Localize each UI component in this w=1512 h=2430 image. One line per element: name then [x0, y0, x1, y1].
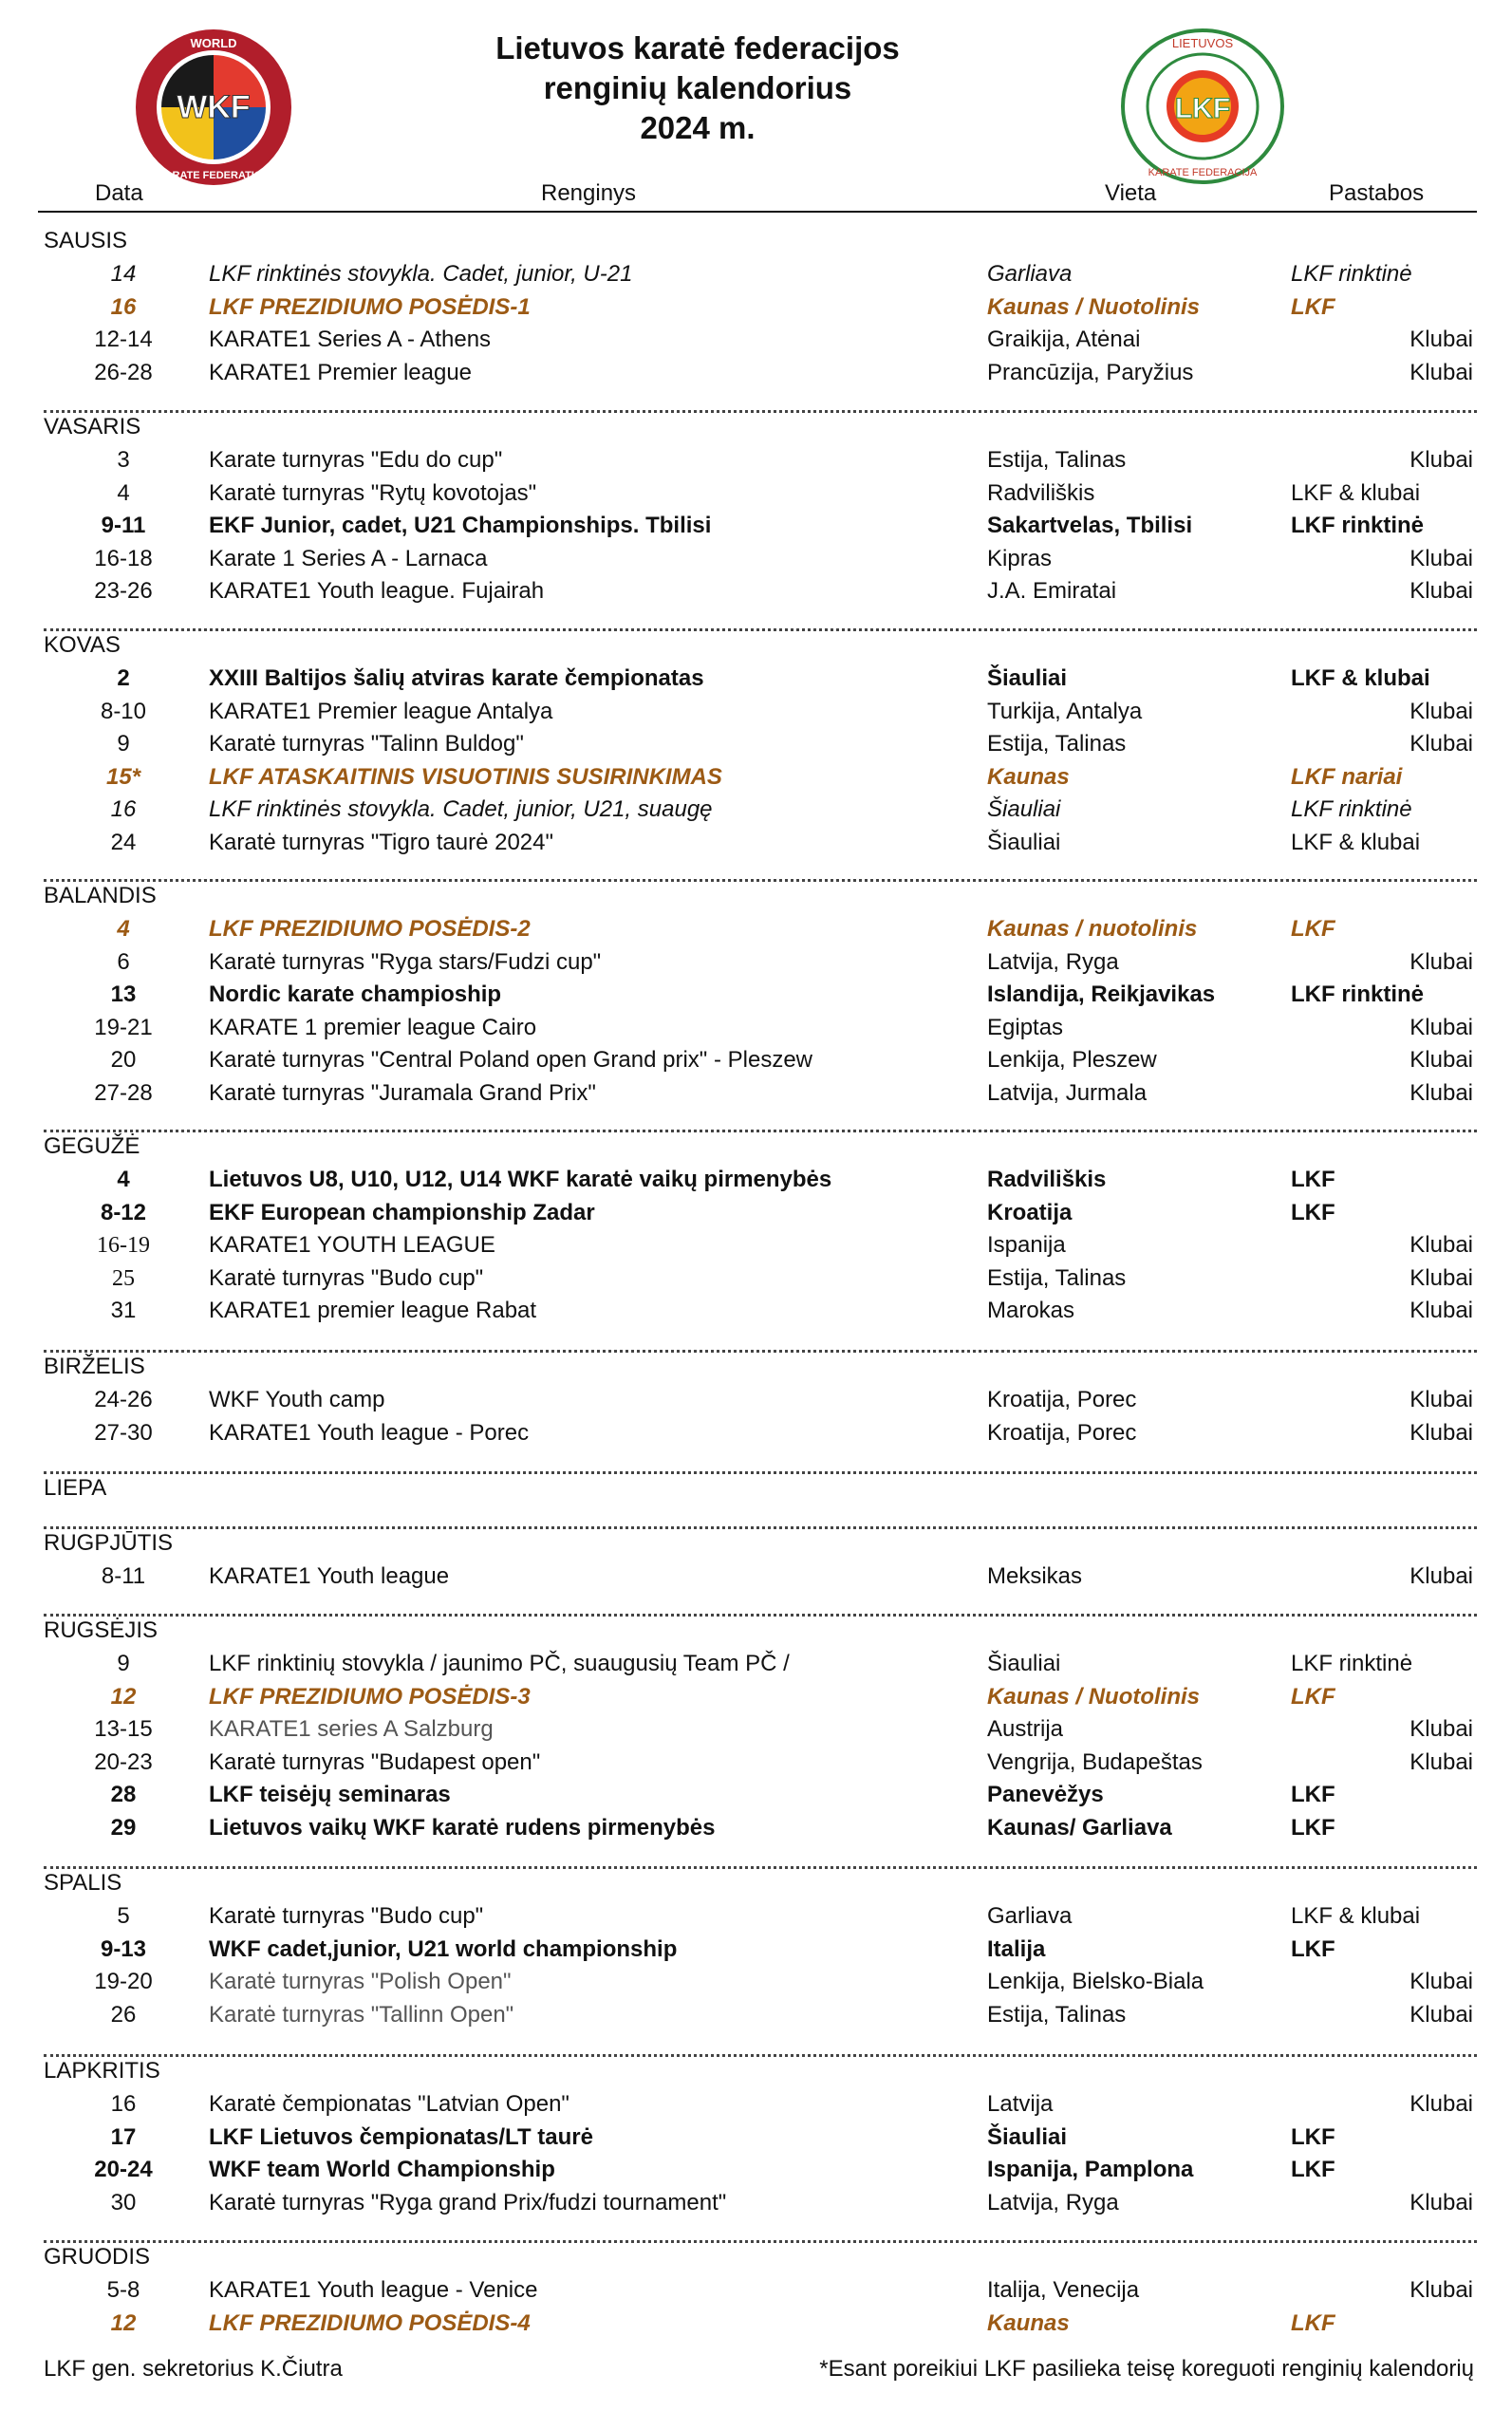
event-place: Latvija, Ryga — [987, 948, 1119, 975]
event-row — [0, 1934, 1512, 1966]
event-row — [0, 510, 1512, 542]
month-heading: RUGPJŪTIS — [44, 1530, 174, 1556]
event-row — [0, 1900, 1512, 1933]
event-place: Kaunas/ Garliava — [987, 1814, 1172, 1841]
event-note: LKF & klubai — [1291, 665, 1430, 691]
event-place: Estija, Talinas — [987, 1264, 1127, 1291]
event-place: Šiauliai — [987, 796, 1061, 822]
event-row — [0, 1044, 1512, 1076]
event-date: 5-8 — [106, 2277, 140, 2303]
event-note: Klubai — [1409, 698, 1473, 724]
event-name: Karatė turnyras "Juramala Grand Prix" — [209, 1079, 596, 1106]
event-row — [0, 728, 1512, 760]
event-name: LKF rinktinių stovykla / jaunimo PČ, suaugusių Team PČ / — [209, 1651, 790, 1676]
event-row — [0, 444, 1512, 477]
event-name: EKF Junior, cadet, U21 Championships. Tbilisi — [209, 513, 712, 538]
event-note: Klubai — [1409, 359, 1473, 385]
event-date: 16 — [110, 293, 137, 320]
event-name: LKF ATASKAITINIS VISUOTINIS SUSIRINKIMAS — [209, 763, 722, 790]
month-heading: LAPKRITIS — [44, 2058, 160, 2084]
event-place: Italija — [987, 1935, 1046, 1962]
event-note: Klubai — [1409, 731, 1473, 757]
event-note: Klubai — [1409, 1969, 1473, 1994]
event-row — [0, 477, 1512, 510]
event-date: 12 — [110, 2309, 137, 2336]
event-date: 24-26 — [94, 1387, 153, 1412]
event-name: WKF team World Championship — [209, 2157, 555, 2182]
event-place: Lenkija, Bielsko-Biala — [987, 1969, 1204, 1994]
event-date: 16-19 — [97, 1233, 150, 1258]
event-note: Klubai — [1409, 2277, 1473, 2303]
month-separator — [44, 2240, 1477, 2243]
column-header-event: Renginys — [541, 180, 637, 206]
event-note: LKF — [1291, 1935, 1335, 1962]
event-place: Garliava — [987, 1903, 1073, 1929]
event-date: 27-28 — [94, 1079, 153, 1106]
event-note: Klubai — [1409, 2001, 1473, 2028]
event-note: Klubai — [1409, 2189, 1473, 2215]
event-date: 9-11 — [101, 513, 146, 538]
event-name: KARATE1 series A Salzburg — [209, 1716, 494, 1742]
month-separator — [44, 879, 1477, 882]
event-note: LKF — [1291, 1814, 1335, 1841]
event-row — [0, 1966, 1512, 1998]
event-place: Turkija, Antalya — [987, 698, 1143, 724]
event-place: Radviliškis — [987, 1167, 1107, 1192]
event-note: LKF & klubai — [1291, 829, 1421, 855]
title-line-1: Lietuvos karatė federacijos — [495, 30, 900, 65]
event-date: 29 — [110, 1814, 137, 1841]
event-row — [0, 258, 1512, 290]
footer-signature: LKF gen. sekretorius K.Čiutra — [44, 2356, 343, 2382]
event-row — [0, 1384, 1512, 1416]
event-date: 19-20 — [94, 1969, 153, 1994]
event-note: Klubai — [1409, 1419, 1473, 1446]
lkf-logo-text: LKF — [1174, 93, 1231, 124]
event-name: Karatė turnyras "Budo cup" — [209, 1903, 484, 1929]
event-note: Klubai — [1409, 1079, 1473, 1106]
event-name: LKF PREZIDIUMO POSĖDIS-3 — [209, 1683, 531, 1710]
event-note: Klubai — [1409, 578, 1473, 604]
event-name: Karatė turnyras "Budapest open" — [209, 1748, 541, 1775]
event-date: 16 — [110, 796, 137, 822]
event-place: Kaunas / nuotolinis — [987, 916, 1198, 942]
event-place: Egiptas — [987, 1014, 1064, 1040]
event-date: 25 — [112, 1265, 135, 1291]
event-note: LKF — [1291, 1683, 1335, 1710]
lkf-logo-ring-top: LIETUVOS — [1171, 36, 1234, 50]
event-name: Karatė turnyras "Ryga stars/Fudzi cup" — [209, 948, 602, 975]
event-date: 16 — [110, 2091, 137, 2117]
event-name: Karatė turnyras "Ryga grand Prix/fudzi tournament" — [209, 2189, 727, 2215]
event-place: Meksikas — [987, 1563, 1083, 1589]
event-row — [0, 794, 1512, 826]
event-date: 20 — [110, 1047, 137, 1073]
event-place: Sakartvelas, Tbilisi — [987, 513, 1193, 538]
event-note: LKF rinktinė — [1291, 261, 1412, 287]
event-place: Kipras — [987, 545, 1053, 571]
event-place: Estija, Talinas — [987, 2001, 1127, 2028]
event-row — [0, 1779, 1512, 1811]
event-row — [0, 2274, 1512, 2307]
month-heading: LIEPA — [44, 1475, 107, 1501]
event-name: KARATE1 Youth league — [209, 1563, 450, 1589]
event-place: Kaunas / Nuotolinis — [987, 293, 1201, 320]
event-name: Karatė turnyras "Central Poland open Grand prix" - Pleszew — [209, 1047, 813, 1073]
column-header-date: Data — [95, 180, 143, 206]
event-row — [0, 1262, 1512, 1295]
event-place: Radviliškis — [987, 479, 1095, 506]
event-row — [0, 663, 1512, 695]
event-row — [0, 913, 1512, 945]
event-date: 2 — [117, 665, 130, 691]
event-note: Klubai — [1409, 1298, 1473, 1323]
event-name: LKF PREZIDIUMO POSĖDIS-4 — [209, 2309, 531, 2336]
event-name: Nordic karate champioship — [209, 981, 502, 1007]
event-row — [0, 543, 1512, 575]
event-name: KARATE 1 premier league Cairo — [209, 1014, 537, 1040]
month-separator — [44, 1350, 1477, 1353]
event-date: 4 — [117, 479, 130, 506]
event-place: Šiauliai — [987, 665, 1068, 691]
event-name: KARATE1 Youth league. Fujairah — [209, 578, 545, 604]
event-place: Prancūzija, Paryžius — [987, 359, 1194, 385]
event-note: LKF & klubai — [1291, 1903, 1421, 1929]
event-place: Latvija — [987, 2091, 1054, 2117]
event-row — [0, 1681, 1512, 1713]
event-note: Klubai — [1409, 1716, 1473, 1742]
event-note: Klubai — [1409, 1387, 1473, 1412]
footer-disclaimer: *Esant poreikiui LKF pasilieka teisę koreguoti renginių kalendorių — [819, 2356, 1474, 2382]
event-date: 27-30 — [94, 1419, 153, 1446]
event-date: 4 — [117, 1167, 130, 1192]
event-name: Karatė turnyras "Budo cup" — [209, 1264, 484, 1291]
event-row — [0, 575, 1512, 608]
event-name: Karate turnyras "Edu do cup" — [209, 447, 503, 473]
column-header-place: Vieta — [1105, 180, 1157, 206]
event-note: Klubai — [1409, 1748, 1473, 1775]
event-date: 9 — [117, 1651, 130, 1676]
month-separator — [44, 1471, 1477, 1474]
event-row — [0, 1417, 1512, 1449]
event-name: KARATE1 Youth league - Venice — [209, 2277, 538, 2303]
event-date: 8-12 — [100, 1199, 147, 1225]
event-note: Klubai — [1409, 1264, 1473, 1291]
event-note: LKF — [1291, 1199, 1335, 1225]
event-name: Lietuvos vaikų WKF karatė rudens pirmenybės — [209, 1814, 716, 1841]
event-name: Karatė čempionatas "Latvian Open" — [209, 2091, 569, 2117]
month-heading: BIRŽELIS — [44, 1354, 145, 1379]
column-header-note: Pastabos — [1329, 180, 1425, 206]
event-name: Karatė turnyras "Tallinn Open" — [209, 2001, 514, 2028]
month-heading: RUGSĖJIS — [44, 1617, 159, 1643]
event-row — [0, 1561, 1512, 1593]
event-place: Austrija — [987, 1716, 1064, 1742]
event-date: 13-15 — [94, 1716, 153, 1742]
event-note: Klubai — [1409, 1014, 1473, 1040]
event-name: LKF PREZIDIUMO POSĖDIS-2 — [209, 916, 531, 942]
event-note: Klubai — [1409, 447, 1473, 473]
event-place: Šiauliai — [987, 829, 1061, 855]
event-date: 9 — [117, 731, 130, 757]
title-line-3: 2024 m. — [640, 110, 756, 145]
event-date: 8-11 — [101, 1563, 146, 1589]
event-place: Kaunas — [987, 763, 1070, 790]
event-name: LKF rinktinės stovykla. Cadet, junior, U-21 — [209, 261, 633, 287]
event-name: XXIII Baltijos šalių atviras karate čempionatas — [209, 665, 704, 691]
event-note: Klubai — [1409, 2091, 1473, 2117]
event-note: LKF & klubai — [1291, 479, 1421, 506]
event-row — [0, 2308, 1512, 2340]
event-row — [0, 2187, 1512, 2219]
event-name: Karatė turnyras "Talinn Buldog" — [209, 731, 524, 757]
event-date: 3 — [117, 447, 130, 473]
event-note: Klubai — [1409, 545, 1473, 571]
event-name: WKF cadet,junior, U21 world championship — [209, 1935, 678, 1962]
month-separator — [44, 1614, 1477, 1617]
lkf-logo-ring-bottom: KARATE FEDERACIJA — [1148, 167, 1258, 178]
event-date: 31 — [110, 1298, 137, 1323]
event-row — [0, 2154, 1512, 2186]
event-note: Klubai — [1409, 1232, 1473, 1258]
month-heading: GEGUŽĖ — [44, 1133, 140, 1159]
event-name: Karatė turnyras "Tigro taurė 2024" — [209, 829, 553, 855]
event-place: Panevėžys — [987, 1782, 1104, 1807]
event-row — [0, 1648, 1512, 1680]
event-row — [0, 827, 1512, 859]
event-name: KARATE1 Series A - Athens — [209, 327, 492, 352]
event-note: LKF rinktinė — [1291, 796, 1412, 822]
event-row — [0, 324, 1512, 356]
event-date: 30 — [110, 2189, 137, 2215]
event-place: Kaunas / Nuotolinis — [987, 1683, 1201, 1710]
event-date: 26 — [110, 2001, 137, 2028]
event-date: 28 — [110, 1782, 137, 1807]
wkf-logo-ring-bottom: KARATE FEDERATION — [157, 170, 271, 181]
event-date: 13 — [110, 981, 137, 1007]
event-date: 9-13 — [100, 1935, 147, 1962]
event-name: LKF teisėjų seminaras — [209, 1782, 451, 1807]
event-place: Lenkija, Pleszew — [987, 1047, 1157, 1073]
event-row — [0, 1713, 1512, 1746]
event-date: 5 — [117, 1903, 130, 1929]
event-row — [0, 1077, 1512, 1110]
event-date: 20-23 — [94, 1748, 153, 1775]
event-note: LKF rinktinė — [1291, 1651, 1413, 1676]
month-heading: BALANDIS — [44, 883, 157, 908]
event-name: LKF rinktinės stovykla. Cadet, junior, U21, suaugę — [209, 796, 713, 822]
event-name: KARATE1 YOUTH LEAGUE — [209, 1232, 495, 1258]
event-name: KARATE1 Youth league - Porec — [209, 1419, 530, 1446]
event-name: LKF Lietuvos čempionatas/LT taurė — [209, 2123, 593, 2150]
month-separator — [44, 1866, 1477, 1869]
event-note: LKF — [1291, 2309, 1335, 2336]
month-separator — [44, 410, 1477, 413]
event-row — [0, 1999, 1512, 2031]
event-place: Ispanija — [987, 1232, 1066, 1258]
event-place: Graikija, Atėnai — [987, 327, 1141, 352]
event-name: KARATE1 Premier league Antalya — [209, 698, 553, 724]
event-place: Latvija, Ryga — [987, 2189, 1119, 2215]
event-row — [0, 1295, 1512, 1327]
event-note: LKF — [1291, 916, 1335, 942]
event-note: LKF — [1291, 2157, 1335, 2182]
event-note: LKF rinktinė — [1291, 981, 1425, 1007]
event-place: Latvija, Jurmala — [987, 1079, 1148, 1106]
wkf-logo-text: WKF — [177, 89, 251, 125]
event-place: J.A. Emiratai — [987, 578, 1117, 604]
event-row — [0, 1747, 1512, 1779]
lkf-logo — [1120, 28, 1286, 185]
event-date: 19-21 — [94, 1014, 153, 1040]
event-date: 6 — [117, 948, 130, 975]
month-heading: KOVAS — [44, 632, 121, 658]
event-note: LKF — [1291, 2123, 1335, 2150]
title-line-2: renginių kalendorius — [543, 70, 852, 105]
event-name: KARATE1 premier league Rabat — [209, 1298, 537, 1323]
event-note: LKF rinktinė — [1291, 513, 1425, 538]
event-date: 17 — [110, 2123, 137, 2150]
event-place: Ispanija, Pamplona — [987, 2157, 1194, 2182]
event-note: LKF — [1291, 293, 1335, 320]
event-place: Kroatija, Porec — [987, 1387, 1137, 1412]
wkf-logo — [133, 27, 294, 188]
event-place: Estija, Talinas — [987, 447, 1127, 473]
event-place: Kroatija, Porec — [987, 1419, 1137, 1446]
event-note: LKF — [1291, 1782, 1335, 1807]
event-row — [0, 761, 1512, 794]
event-row — [0, 696, 1512, 728]
event-note: LKF nariai — [1291, 763, 1403, 790]
event-place: Marokas — [987, 1298, 1075, 1323]
event-row — [0, 357, 1512, 389]
month-heading: SPALIS — [44, 1870, 122, 1896]
event-name: Karatė turnyras "Polish Open" — [209, 1969, 512, 1994]
event-date: 8-10 — [100, 698, 147, 724]
event-note: Klubai — [1409, 1047, 1473, 1073]
event-name: Karate 1 Series A - Larnaca — [209, 545, 488, 571]
month-separator — [44, 628, 1477, 631]
event-row — [0, 1229, 1512, 1262]
event-name: EKF European championship Zadar — [209, 1199, 595, 1225]
event-place: Islandija, Reikjavikas — [987, 981, 1216, 1007]
event-note: LKF — [1291, 1167, 1335, 1192]
event-row — [0, 291, 1512, 324]
event-place: Kroatija — [987, 1199, 1073, 1225]
event-row — [0, 1012, 1512, 1044]
month-separator — [44, 1130, 1477, 1132]
event-date: 14 — [110, 261, 137, 287]
event-place: Garliava — [987, 261, 1073, 287]
event-date: 12-14 — [94, 327, 153, 352]
event-date: 24 — [110, 829, 137, 855]
event-row — [0, 2122, 1512, 2154]
event-date: 20-24 — [94, 2157, 153, 2182]
event-row — [0, 2088, 1512, 2121]
event-note: Klubai — [1409, 1563, 1473, 1589]
event-name: Lietuvos U8, U10, U12, U14 WKF karatė vaikų pirmenybės — [209, 1167, 832, 1192]
event-row — [0, 979, 1512, 1011]
event-row — [0, 1812, 1512, 1844]
event-name: LKF PREZIDIUMO POSĖDIS-1 — [209, 293, 531, 320]
event-place: Šiauliai — [987, 2123, 1068, 2150]
event-place: Estija, Talinas — [987, 731, 1127, 757]
event-note: Klubai — [1409, 327, 1473, 352]
event-name: KARATE1 Premier league — [209, 359, 473, 385]
event-row — [0, 946, 1512, 979]
month-separator — [44, 1526, 1477, 1529]
event-date: 4 — [117, 916, 130, 942]
month-heading: SAUSIS — [44, 228, 128, 253]
event-note: Klubai — [1409, 948, 1473, 975]
month-heading: GRUODIS — [44, 2244, 151, 2270]
event-name: Karatė turnyras "Rytų kovotojas" — [209, 479, 537, 506]
event-date: 15* — [105, 763, 141, 790]
event-row — [0, 1164, 1512, 1196]
event-date: 16-18 — [94, 545, 153, 571]
month-separator — [44, 2054, 1477, 2057]
event-place: Kaunas — [987, 2309, 1070, 2336]
event-place: Vengrija, Budapeštas — [987, 1748, 1203, 1775]
event-name: WKF Youth camp — [209, 1387, 385, 1412]
event-date: 26-28 — [94, 359, 153, 385]
wkf-logo-ring-top: WORLD — [190, 36, 237, 50]
event-place: Italija, Venecija — [987, 2277, 1140, 2303]
event-date: 12 — [110, 1683, 137, 1710]
month-heading: VASARIS — [44, 414, 141, 439]
event-date: 23-26 — [94, 578, 153, 604]
header-divider — [38, 211, 1477, 213]
event-row — [0, 1197, 1512, 1229]
event-place: Šiauliai — [987, 1651, 1061, 1676]
